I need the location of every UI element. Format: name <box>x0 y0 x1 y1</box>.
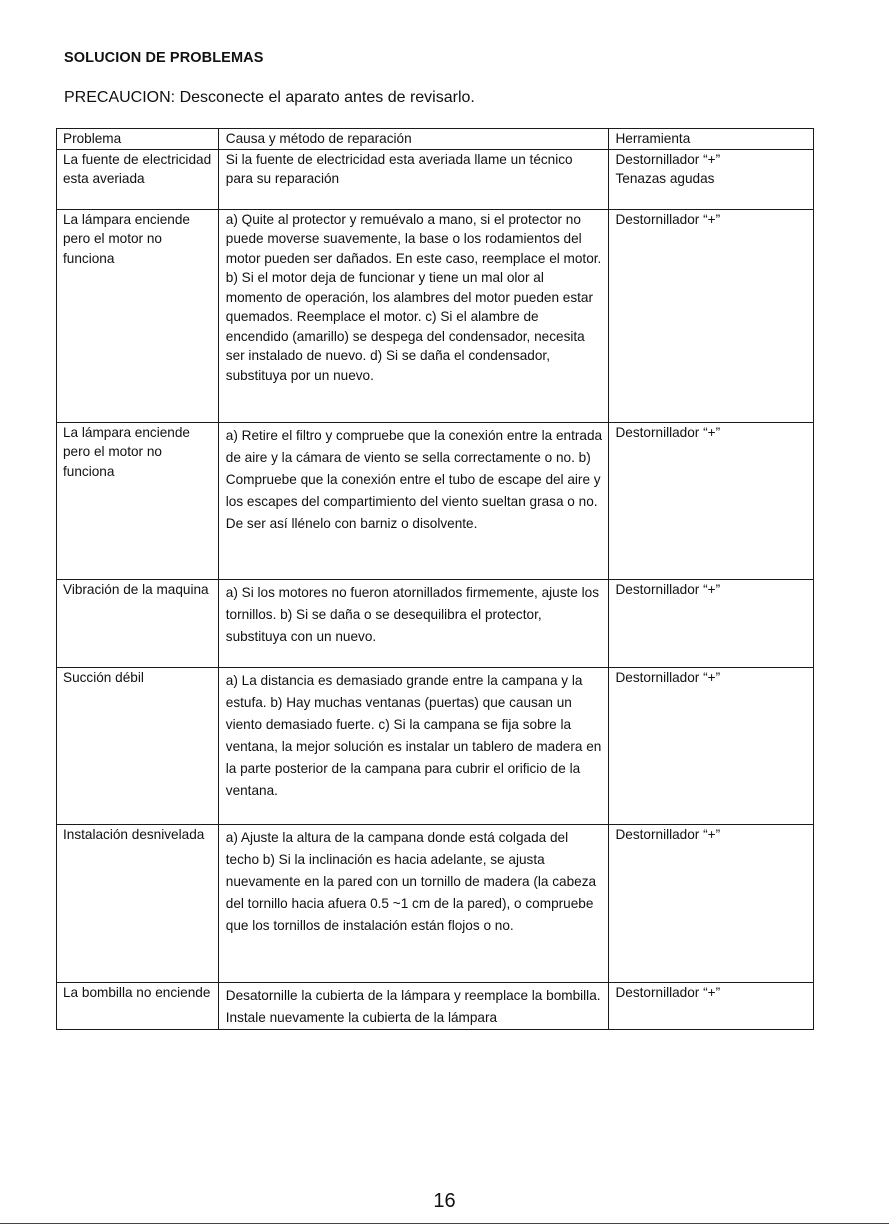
tool-line: Tenazas agudas <box>615 171 715 186</box>
problem-cell: La lámpara enciende pero el motor no funciona <box>57 422 219 579</box>
problem-cell: La bombilla no enciende <box>57 982 219 1029</box>
table-row <box>57 982 814 1029</box>
table-row <box>57 149 814 209</box>
troubleshooting-table <box>56 128 814 1030</box>
header-cause: Causa y método de reparación <box>218 129 609 150</box>
problem-cell: Vibración de la maquina <box>57 579 219 667</box>
cause-cell: a) Si los motores no fueron atornillados firmemente, ajuste los tornillos. b) Si se daña o se desequilibra el protector, substituya con un nuevo. <box>218 579 609 667</box>
header-problem: Problema <box>57 129 219 150</box>
cause-cell: a) Quite al protector y remuévalo a mano, si el protector no puede moverse suavemente, la base o los rodamientos del motor pueden ser dañados. En este caso, reemplace el motor. b) Si el motor deja de funcionar y tiene un mal olor al momento de operación, los alambres del motor pueden estar quemados. Reemplace el motor. c) Si el alambre de encendido (amarillo) se despega del condensador, necesita ser instalado de nuevo. d) Si se daña el condensador, substituya por un nuevo. <box>218 209 609 422</box>
tool-cell: Destornillador “+” <box>609 667 814 824</box>
problem-cell: Succión débil <box>57 667 219 824</box>
cause-cell: Si la fuente de electricidad esta averiada llame un técnico para su reparación <box>218 149 609 209</box>
problem-cell: Instalación desnivelada <box>57 824 219 982</box>
problem-cell: La lámpara enciende pero el motor no funciona <box>57 209 219 422</box>
tool-cell: Destornillador “+” <box>609 209 814 422</box>
footer-divider <box>0 1223 889 1224</box>
table-row <box>57 579 814 667</box>
table-row <box>57 209 814 422</box>
page-title: SOLUCION DE PROBLEMAS <box>64 50 264 66</box>
table-header-row <box>57 129 814 150</box>
tool-line: Destornillador “+” <box>615 151 721 167</box>
tool-cell: Destornillador “+” <box>609 579 814 667</box>
table-row <box>57 824 814 982</box>
tool-cell: Destornillador “+” <box>609 824 814 982</box>
tool-cell: Destornillador “+” <box>609 422 814 579</box>
tool-cell <box>609 149 814 209</box>
precaution-note: PRECAUCION: Desconecte el aparato antes de revisarlo. <box>64 89 475 106</box>
table-row <box>57 667 814 824</box>
cause-cell: Desatornille la cubierta de la lámpara y reemplace la bombilla. Instale nuevamente la cubierta de la lámpara <box>218 982 609 1029</box>
table-row <box>57 422 814 579</box>
page-number: 16 <box>433 1190 456 1212</box>
problem-cell: La fuente de electricidad esta averiada <box>57 149 219 209</box>
cause-cell: a) La distancia es demasiado grande entre la campana y la estufa. b) Hay muchas ventanas (puertas) que causan un viento demasiado fuerte. c) Si la campana se fija sobre la ventana, la mejor solución es instalar un tablero de madera en la parte posterior de la campana para cubrir el orificio de la ventana. <box>218 667 609 824</box>
tool-cell: Destornillador “+” <box>609 982 814 1029</box>
header-tool: Herramienta <box>609 129 814 150</box>
cause-cell: a) Retire el filtro y compruebe que la conexión entre la entrada de aire y la cámara de viento se sella correctamente o no. b) Compruebe que la conexión entre el tubo de escape del aire y los escapes del compartimiento del viento sueltan grasa o no. De ser así llénelo con barniz o disolvente. <box>218 422 609 579</box>
cause-cell: a) Ajuste la altura de la campana donde está colgada del techo b) Si la inclinación es hacia adelante, se ajusta nuevamente en la pared con un tornillo de madera (la cabeza del tornillo hacia afuera 0.5 ~1 cm de la pared), o compruebe que los tornillos de instalación están flojos o no. <box>218 824 609 982</box>
